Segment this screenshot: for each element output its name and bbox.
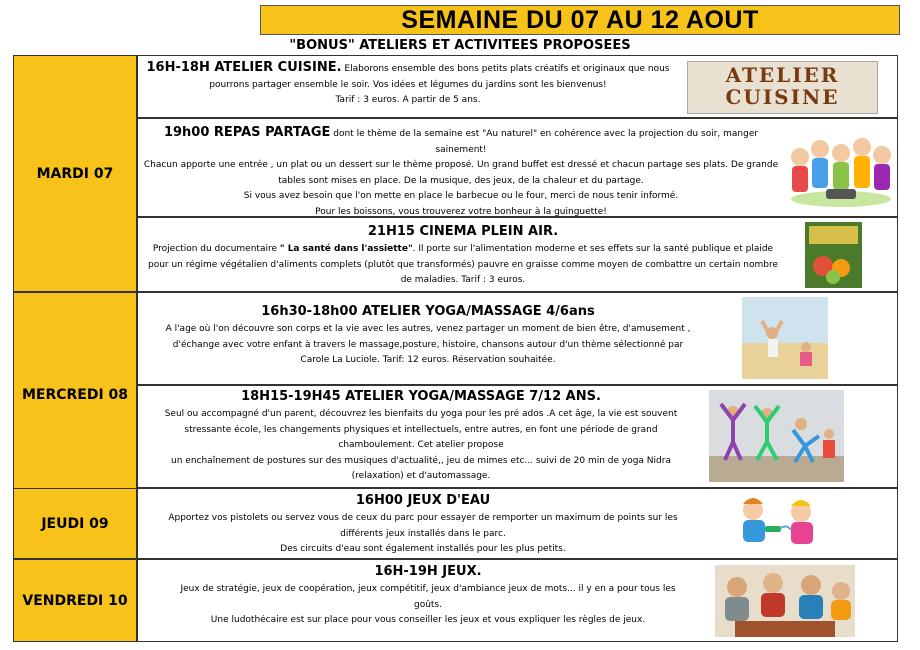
person-body <box>874 164 890 190</box>
person-head <box>873 146 891 164</box>
activity-text: Une ludothécaire est sur place pour vous conseiller les jeux et vous expliquer les règles de jeux. <box>210 615 646 625</box>
activity-heading: 16h30-18h00 ATELIER YOGA/MASSAGE 4/6ans <box>261 304 595 319</box>
water-splash <box>781 526 791 530</box>
activity-text: (relaxation) et d'automassage. <box>351 471 491 481</box>
activity-text: goûts. <box>413 599 442 610</box>
activity-text: Des circuits d'eau sont également installés pour les plus petits. <box>280 544 566 554</box>
party-illustration <box>786 127 896 209</box>
child-body <box>823 440 835 458</box>
activity-text: Jeux de stratégie, jeux de coopération, jeux compétitif, jeux d'ambiance jeux de mots... il y en a pour tous les <box>180 584 676 594</box>
person-body <box>799 595 823 619</box>
activity-text: Elaborons ensemble des bons petits plats créatifs et originaux que nous <box>344 64 670 74</box>
activity-yoga-7-12 <box>137 385 898 488</box>
water-pistol <box>765 526 781 532</box>
sky <box>742 297 828 343</box>
activity-text: pour un régime végétalien d'aliments complets (plutôt que transformés) pauvre en graisse comme moyen de combattre un certain nombre <box>147 259 779 270</box>
logo-text: CUISINE <box>725 85 840 109</box>
activity-repas-partage <box>137 118 898 217</box>
person-body <box>725 597 749 621</box>
activity-text: différents jeux installés dans le parc. <box>340 528 506 539</box>
child-body <box>768 339 778 357</box>
day-label: MARDI 07 <box>36 165 114 182</box>
activity-text: Carole La Luciole. Tarif: 12 euros. Réservation souhaitée. <box>300 355 556 365</box>
game-table <box>735 621 835 637</box>
activity-heading: 18H15-19H45 ATELIER YOGA/MASSAGE 7/12 ANS. <box>241 389 601 404</box>
poster-band <box>809 226 858 244</box>
child-head <box>824 429 834 439</box>
board-games-photo <box>715 565 855 637</box>
kids-yoga-photo <box>709 390 844 482</box>
activity-text: tables sont mises en place. De la musique, des jeux, de la chaleur et du partage. <box>278 175 644 186</box>
activity-text: A l'age où l'on découvre son corps et la vie avec les autres, venez partager un moment de bien être, d'amusement , <box>165 324 691 334</box>
activity-text: Tarif : 3 euros. A partir de 5 ans. <box>335 95 481 105</box>
activity-text: dont le thème de la semaine est "Au naturel" en cohérence avec la projection du soir, manger sainement! <box>333 129 759 155</box>
child-hair <box>791 500 811 506</box>
activity-heading: 16H00 JEUX D'EAU <box>355 493 491 508</box>
vegetable <box>826 270 840 284</box>
person-head <box>801 575 821 595</box>
person-head <box>811 140 829 158</box>
sand <box>742 343 828 379</box>
atelier-cuisine-logo <box>687 61 878 114</box>
day-mercredi <box>13 292 137 497</box>
yoga-beach-photo <box>742 297 828 379</box>
person-head <box>832 144 850 162</box>
child-hair <box>743 498 763 504</box>
person-body <box>792 166 808 192</box>
person-body <box>854 156 870 188</box>
child-body <box>743 520 765 542</box>
activity-jeux <box>137 559 898 642</box>
activity-text: pourrons partager ensemble le soir. Vos idées et légumes du jardins sont les bienvenus! <box>209 79 607 90</box>
person-body <box>833 162 849 190</box>
activity-text: un enchaînement de postures sur des musiques d'actualité,, jeu de mimes etc... suivi de 20 min de yoga Nidra <box>171 455 671 466</box>
activity-text: Chacun apporte une entrée , un plat ou un dessert sur le thème proposé. Un grand buffet est dressé et chacun partage ses plats. De grande <box>143 160 779 170</box>
activity-text: chamboulement. Cet atelier propose <box>338 440 504 450</box>
activity-text: Projection du documentaire <box>152 244 280 254</box>
day-vendredi <box>13 559 137 642</box>
activity-text: de maladies. Tarif : 3 euros. <box>400 275 526 285</box>
activity-text: Si vous avez besoin que l'on mette en place le barbecue ou le four, merci de nous tenir informé. <box>243 191 679 201</box>
activity-heading: 16H-18H ATELIER CUISINE. <box>146 60 342 75</box>
activity-yoga-4-6 <box>137 292 898 385</box>
day-mardi <box>13 55 137 292</box>
barbecue <box>826 189 856 199</box>
person-head <box>763 573 783 593</box>
activity-text: . Il porte sur l'alimentation moderne et ses effets sur la santé publique et plaide <box>412 244 774 254</box>
activity-jeux-eau <box>137 488 898 559</box>
day-label: VENDREDI 10 <box>22 592 128 609</box>
person-head <box>727 577 747 597</box>
person-body <box>761 593 785 617</box>
activity-text: Seul ou accompagné d'un parent, découvrez les bienfaits du yoga pour les pré ados .A cet âge, la vie est souvent <box>164 409 678 419</box>
page-subtitle: "BONUS" ATELIERS ET ACTIVITEES PROPOSEES <box>289 38 631 53</box>
child-body <box>791 522 813 544</box>
day-label: MERCREDI 08 <box>21 386 129 403</box>
child-head <box>801 342 811 352</box>
activity-heading: 21H15 CINEMA PLEIN AIR. <box>367 224 559 239</box>
logo-text: ATELIER <box>725 63 840 87</box>
person-head <box>832 582 850 600</box>
activity-cinema <box>137 217 898 292</box>
activity-text: stressante école, les changements physiques et intellectuels, entre autres, en font une période de grand <box>184 424 658 435</box>
water-games-illustration <box>729 492 825 556</box>
page-title: SEMAINE DU 07 AU 12 AOUT <box>260 5 900 35</box>
day-label: JEUDI 09 <box>41 515 109 532</box>
person-body <box>812 158 828 188</box>
activity-heading: 16H-19H JEUX. <box>374 564 482 579</box>
activity-text: Apportez vos pistolets ou servez vous de ceux du parc pour essayer de remporter un maximum de points sur les <box>168 513 678 523</box>
child-head <box>795 418 807 430</box>
activity-text: Pour les boissons, vous trouverez votre bonheur à la guinguette! <box>315 206 607 217</box>
activity-text: d'échange avec votre enfant à travers le massage,posture, histoire, chansons autour d'un thème sélectionné par <box>172 339 684 350</box>
person-body <box>831 600 851 620</box>
person-head <box>791 148 809 166</box>
child-body <box>800 352 812 366</box>
activity-cuisine <box>137 55 898 118</box>
activity-heading: 19h00 REPAS PARTAGE <box>163 125 331 140</box>
documentary-poster <box>805 222 862 288</box>
person-head <box>853 138 871 156</box>
documentary-title: " La santé dans l'assiette" <box>279 244 413 254</box>
day-jeudi <box>13 488 137 559</box>
